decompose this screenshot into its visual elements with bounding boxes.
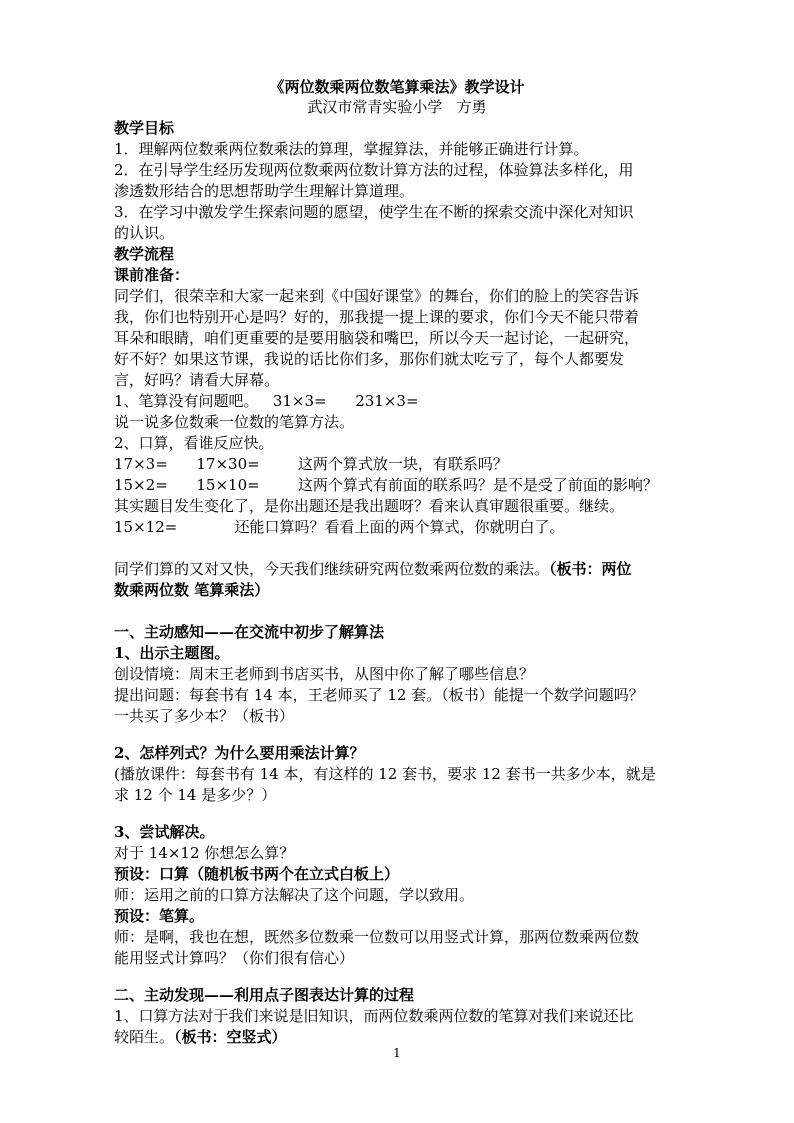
prep-heading: 课前准备： — [114, 266, 190, 284]
item3-line: 对于 14×12 你想怎么算？ — [114, 844, 295, 862]
prep-line: 言，好吗？请看大屏幕。 — [114, 371, 280, 389]
summary-text: 同学们算的又对又快，今天我们继续研究两位数乘两位数的乘法。 — [114, 560, 550, 578]
summary-line — [114, 559, 632, 580]
item1-heading: 1、出示主题图。 — [114, 644, 230, 662]
prep-line: 15×2= 15×10= 这两个算式有前面的联系吗？是不是受了前面的影响？ — [114, 476, 658, 494]
item1-line: 提出问题：每套书有 14 本，王老师买了 12 套。（板书）能提一个数学问题吗？ — [114, 686, 644, 704]
teacher-reply: 能用竖式计算吗？（你们很有信心） — [114, 949, 355, 967]
objective-line: 3．在学习中激发学生探索问题的愿望，使学生在不断的探索交流中深化对知识 — [114, 203, 634, 221]
board-note: （板书：空竖式） — [174, 1028, 287, 1046]
page-number: 1 — [393, 1046, 401, 1060]
item2-line: (播放课件：每套书有 14 本，有这样的 12 套书，要求 12 套书一共多少本，就是 — [114, 765, 656, 783]
section2-line — [114, 1027, 287, 1048]
item1-line: 创设情境：周末王老师到书店买书，从图中你了解了哪些信息？ — [114, 665, 535, 683]
objective-line: 的认识。 — [114, 224, 175, 242]
objective-line: 2．在引导学生经历发现两位数乘两位数计算方法的过程，体验算法多样化，用 — [114, 161, 634, 179]
preset-oral: 预设：口算（随机板书两个在立式白板上） — [114, 865, 400, 883]
prep-line: 同学们，很荣幸和大家一起来到《中国好课堂》的舞台，你们的脸上的笑容告诉 — [114, 287, 640, 305]
prep-line: 17×3= 17×30= 这两个算式放一块，有联系吗？ — [114, 455, 508, 473]
section2-heading: 二、主动发现——利用点子图表达计算的过程 — [114, 986, 415, 1004]
prep-line: 我，你们也特别开心是吗？好的，那我提一提上课的要求，你们今天不能只带着 — [114, 308, 640, 326]
teacher-reply: 师：是啊，我也在想，既然多位数乘一位数可以用竖式计算，那两位数乘两位数 — [114, 928, 640, 946]
prep-line: 耳朵和眼睛，咱们更重要的是要用脑袋和嘴巴，所以今天一起讨论，一起研究， — [114, 329, 640, 347]
author-line: 武汉市常青实验小学 方勇 — [307, 98, 487, 116]
document-title: 《两位数乘两位数笔算乘法》教学设计 — [269, 78, 525, 96]
objective-line: 1．理解两位数乘两位数乘法的算理，掌握算法，并能够正确进行计算。 — [114, 140, 589, 158]
prep-line: 其实题目发生变化了，是你出题还是我出题呀？看来认真审题很重要。继续。 — [114, 497, 625, 515]
prep-line: 2、口算，看谁反应快。 — [114, 434, 274, 452]
teacher-reply: 师：运用之前的口算方法解决了这个问题，学以致用。 — [114, 886, 475, 904]
item2-line: 求 12 个 14 是多少？） — [114, 786, 277, 804]
prep-line: 说一说多位数乘一位数的笔算方法。 — [114, 413, 355, 431]
item1-line: 一共买了多少本？（板书） — [114, 707, 295, 725]
prep-line: 1、笔算没有问题吧。 31×3= 231×3= — [114, 392, 419, 410]
section2-line: 1、口算方法对于我们来说是旧知识，而两位数乘两位数的笔算对我们来说还比 — [114, 1007, 634, 1025]
preset-written: 预设：笔算。 — [114, 907, 205, 925]
section1-heading: 一、主动感知——在交流中初步了解算法 — [114, 623, 385, 641]
section2-text: 较陌生。 — [114, 1028, 175, 1046]
flow-heading: 教学流程 — [114, 245, 175, 263]
prep-line: 15×12= 还能口算吗？看看上面的两个算式，你就明白了。 — [114, 518, 565, 536]
prep-line: 好不好？如果这节课，我说的话比你们多，那你们就太吃亏了，每个人都要发 — [114, 350, 625, 368]
objectives-heading: 教学目标 — [114, 119, 175, 137]
board-note: 数乘两位数 笔算乘法） — [114, 581, 270, 599]
board-note: （板书：两位 — [549, 560, 632, 578]
item2-heading: 2、怎样列式？为什么要用乘法计算？ — [114, 744, 365, 762]
objective-line: 渗透数形结合的思想帮助学生理解计算道理。 — [114, 182, 415, 200]
item3-heading: 3、尝试解决。 — [114, 823, 215, 841]
